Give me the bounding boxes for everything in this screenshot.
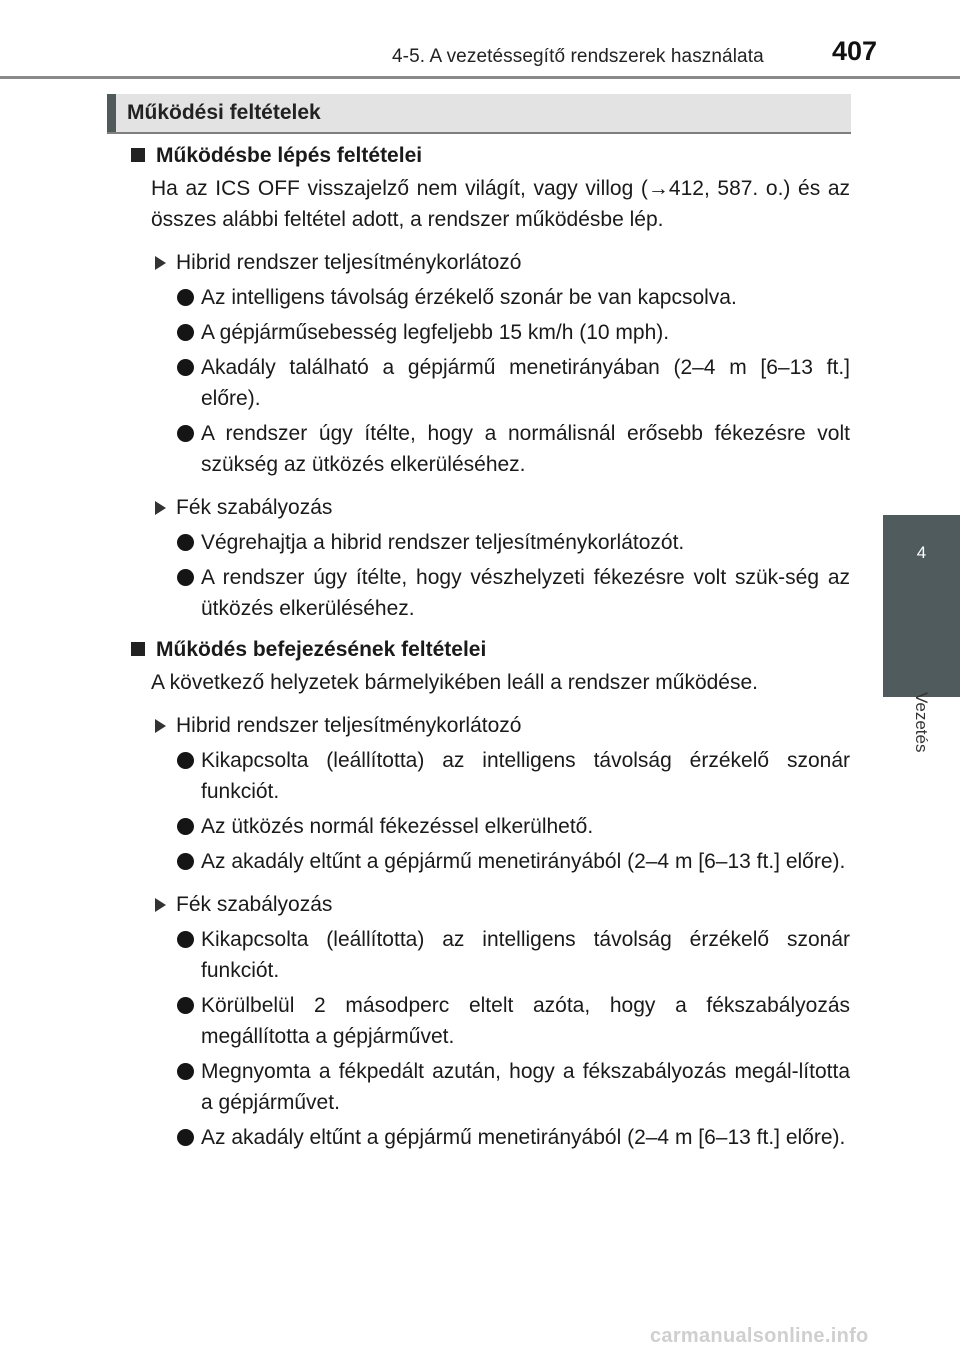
bullet-list	[130, 282, 850, 480]
intro-paragraph: A következő helyzetek bármelyikében leáll a rendszer működése.	[151, 671, 758, 694]
list-item-text: Az ütközés normál fékezéssel elkerülhető.	[201, 815, 594, 838]
section-accent	[107, 94, 116, 132]
list-item-text: A gépjárműsebesség legfeljebb 15 km/h (10 mph).	[201, 321, 670, 344]
group-label-text: Fék szabályozás	[176, 496, 333, 519]
watermark: carmanualsonline.info	[650, 1325, 869, 1347]
list-item	[130, 811, 850, 842]
list-item-text: A rendszer úgy ítélte, hogy vészhelyzeti fékezésre volt szük-ség az ütközés elkerüléséhez.	[201, 566, 850, 620]
dot-bullet-icon	[177, 818, 194, 835]
subheading-text: Működésbe lépés feltételei	[156, 144, 423, 167]
group-label-text: Hibrid rendszer teljesítménykorlátozó	[176, 714, 522, 737]
dot-bullet-icon	[177, 289, 194, 306]
triangle-bullet-icon	[155, 501, 166, 515]
dot-bullet-icon	[177, 931, 194, 948]
bullet-list	[130, 924, 850, 1153]
page-number: 407	[832, 36, 878, 66]
condition-group-label	[130, 492, 850, 523]
list-item	[130, 418, 850, 480]
condition-group-label	[130, 710, 850, 741]
list-item-text: Megnyomta a fékpedált azután, hogy a fékszabályozás megál-lította a gépjárművet.	[201, 1060, 850, 1114]
dot-bullet-icon	[177, 569, 194, 586]
condition-group-label	[130, 889, 850, 920]
list-item	[130, 924, 850, 986]
group-label-text: Hibrid rendszer teljesítménykorlátozó	[176, 251, 522, 274]
list-item	[130, 562, 850, 624]
list-item-text: Az intelligens távolság érzékelő szonár be van kapcsolva.	[201, 286, 737, 309]
section-content	[130, 138, 850, 1153]
list-item-text: Végrehajtja a hibrid rendszer teljesítménykorlátozót.	[201, 531, 685, 554]
chapter-label-box	[883, 600, 960, 753]
triangle-bullet-icon	[155, 898, 166, 912]
list-item	[130, 282, 850, 313]
chapter-number: 4	[916, 543, 927, 562]
list-item	[130, 1056, 850, 1118]
intro-paragraph: Ha az ICS OFF visszajelző nem világít, vagy villog (→412, 587. o.) és az összes alábbi feltétel adott, a rendszer működésbe lép.	[151, 177, 850, 231]
square-bullet-icon	[131, 148, 145, 162]
triangle-bullet-icon	[155, 719, 166, 733]
list-item-text: Az akadály eltűnt a gépjármű menetirányából (2–4 m [6–13 ft.] előre).	[201, 1126, 846, 1149]
list-item	[130, 990, 850, 1052]
subheading	[130, 634, 850, 665]
section-title: Működési feltételek	[127, 101, 321, 124]
square-bullet-icon	[131, 642, 145, 656]
list-item-text: Akadály található a gépjármű menetirányában (2–4 m [6–13 ft.] előre).	[201, 356, 850, 410]
dot-bullet-icon	[177, 324, 194, 341]
list-item	[130, 317, 850, 348]
list-item	[130, 527, 850, 558]
bullet-list	[130, 527, 850, 624]
dot-bullet-icon	[177, 425, 194, 442]
list-item	[130, 745, 850, 807]
list-item	[130, 846, 850, 877]
list-item-text: Kikapcsolta (leállította) az intelligens távolság érzékelő szonár funkciót.	[201, 749, 850, 803]
triangle-bullet-icon	[155, 256, 166, 270]
group-label-text: Fék szabályozás	[176, 893, 333, 916]
dot-bullet-icon	[177, 534, 194, 551]
list-item	[130, 352, 850, 414]
chapter-label: Vezetés	[912, 692, 931, 753]
subheading	[130, 140, 850, 171]
subheading-text: Működés befejezésének feltételei	[156, 638, 487, 661]
header-rule	[0, 76, 960, 79]
running-header-title: 4-5. A vezetéssegítő rendszerek használata	[392, 46, 764, 67]
dot-bullet-icon	[177, 853, 194, 870]
list-item	[130, 1122, 850, 1153]
list-item-text: Az akadály eltűnt a gépjármű menetirányából (2–4 m [6–13 ft.] előre).	[201, 850, 846, 873]
dot-bullet-icon	[177, 1129, 194, 1146]
list-item-text: A rendszer úgy ítélte, hogy a normálisnál erősebb fékezésre volt szükség az ütközés elkerüléséhez.	[201, 422, 850, 476]
condition-group-label	[130, 247, 850, 278]
dot-bullet-icon	[177, 359, 194, 376]
dot-bullet-icon	[177, 997, 194, 1014]
dot-bullet-icon	[177, 752, 194, 769]
dot-bullet-icon	[177, 1063, 194, 1080]
list-item-text: Kikapcsolta (leállította) az intelligens távolság érzékelő szonár funkciót.	[201, 928, 850, 982]
section-title-bar	[107, 94, 851, 134]
bullet-list	[130, 745, 850, 877]
list-item-text: Körülbelül 2 másodperc eltelt azóta, hogy a fékszabályozás megállította a gépjárművet.	[201, 994, 850, 1048]
